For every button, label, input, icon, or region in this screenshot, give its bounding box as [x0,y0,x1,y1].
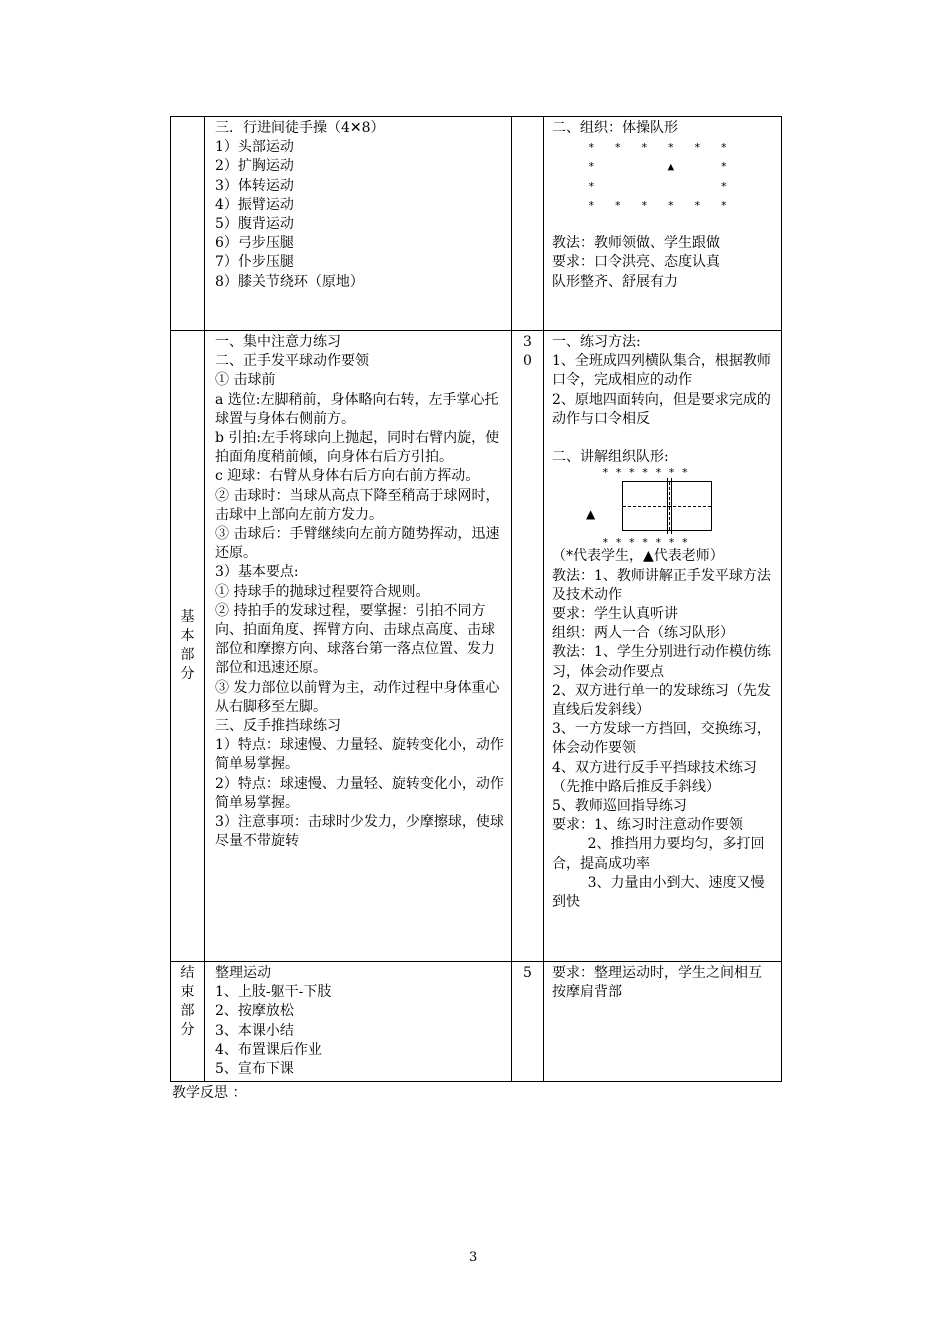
org-line: 1、全班成四列横队集合，根据教师口令，完成相应的动作 [552,353,771,389]
table-row [171,962,782,1082]
content-line: ① 持球手的抛球过程要符合规则。 [215,583,430,600]
content-line: 3）体转运动 [215,177,294,194]
court-diagram [552,466,775,550]
content-line: 3、本课小结 [215,1022,294,1039]
content-line: 2）特点：球速慢、力量轻、旋转变化小，动作简单易掌握。 [215,775,504,811]
center-line [623,506,711,507]
org-line: 3、力量由小到大、速度又慢到快 [552,874,765,911]
org-line: 二、讲解组织队形: [552,449,669,466]
formation-diagram [552,138,775,215]
org-line: 3、一方发球一方挡回，交换练习，体会动作要领 [552,721,771,757]
organization-cell [544,117,782,331]
org-line: 组织：两人一合（练习队形） [552,625,734,642]
section-label-char: 本 [180,628,195,644]
org-line: 教法：1、学生分别进行动作模仿练习，体会动作要点 [552,644,771,680]
content-line: c 迎球：右臂从身体右后方向右前方挥动。 [215,468,480,485]
table-tennis-table [622,481,712,531]
org-line: 要求：整理运动时，学生之间相互按摩肩背部 [552,965,762,1001]
teaching-reflection-label: 教学反思 ： [172,1085,247,1101]
table-row [171,331,782,962]
content-line: 6）弓步压腿 [215,235,294,252]
content-line: 三、反手推挡球练习 [215,718,341,735]
org-line: 一、练习方法: [552,334,641,350]
content-cell [205,117,512,331]
page-number: 3 [469,1250,478,1265]
content-line: 1）头部运动 [215,139,294,156]
content-line: 2）扩胸运动 [215,158,294,175]
students-row-bottom: * * * * * * * [602,536,689,550]
section-label-char: 结 [180,965,195,981]
content-line: 整理运动 [215,965,271,981]
formation-row: * * * * * * [588,198,728,212]
content-line: 3）注意事项：击球时少发力，少摩擦球，使球尽量不带旋转 [215,814,504,850]
content-line: ② 击球时：当球从高点下降至稍高于球网时，击球中上部向左前方发力。 [215,487,500,523]
time-digit: 3 [523,334,532,350]
org-line: 2、原地四面转向，但是要求完成的动作与口令相反 [552,391,771,427]
content-line: a 选位:左脚稍前，身体略向右转，左手掌心托球置与身体右侧前方。 [215,391,499,427]
section-label-char: 部 [180,1003,195,1019]
content-line: 1、上肢-躯干-下肢 [215,984,332,1001]
net-dash [669,482,670,530]
section-cell [171,331,205,962]
formation-row: * * * * * * [588,141,728,155]
students-row-top: * * * * * * * [602,466,689,480]
content-cell [205,962,512,1082]
section-label-char: 分 [180,666,195,682]
org-line: 2、双方进行单一的发球练习（先发直线后发斜线） [552,682,771,719]
teacher-triangle-icon: ▲ [586,507,596,522]
content-line: ③ 发力部位以前臂为主，动作过程中身体重心从右脚移至左脚。 [215,679,500,715]
spacer [552,215,775,234]
org-line [552,429,775,448]
content-line: 2、按摩放松 [215,1003,294,1020]
content-line: 7）仆步压腿 [215,254,294,271]
content-line: 三．行进间徒手操（4✕8） [215,120,385,136]
content-line: 一、集中注意力练习 [215,334,341,350]
content-line: 1）特点：球速慢、力量轻、旋转变化小，动作简单易掌握。 [215,737,504,773]
organization-cell [544,331,782,962]
content-line: ② 持拍手的发球过程，要掌握：引拍不同方向、拍面角度、挥臂方向、击球点高度、击球部位和摩擦方向、球落台第一落点位置、发力部位和迅速还原。 [215,602,495,677]
org-line: 4、双方进行反手平挡球技术练习（先推中路后推反手斜线） [552,759,757,795]
section-label-char: 部 [180,647,195,663]
content-line: 5、宣布下课 [215,1061,294,1078]
org-line: 要求：学生认真听讲 [552,606,678,623]
content-line: ① 击球前 [215,372,276,389]
content-cell [205,331,512,962]
org-line: 队形整齐、舒展有力 [552,273,678,290]
time-cell: 5 [512,962,544,1082]
time-cell [512,117,544,331]
lesson-plan-table [170,116,782,1082]
section-label-char: 束 [180,984,195,1000]
content-line: 5）腹背运动 [215,216,294,233]
section-cell [171,962,205,1082]
formation-row: * * [588,179,728,193]
time-digit: 0 [523,353,532,369]
org-line: 教法：1、教师讲解正手发平球方法及技术动作 [552,567,771,603]
content-line: 4、布置课后作业 [215,1041,322,1058]
content-line: 二、正手发平球动作要领 [215,353,369,370]
org-title: 二、组织：体操队形 [552,120,678,136]
org-line: 5、教师巡回指导练习 [552,798,687,815]
table-row [171,117,782,331]
content-line: ③ 击球后：手臂继续向左前方随势挥动，迅速还原。 [215,526,500,562]
formation-row: * ▲ * [588,160,728,174]
organization-cell [544,962,782,1082]
org-line: 要求：1、练习时注意动作要领 [552,817,743,834]
content-line: 4）振臂运动 [215,196,294,213]
content-line: 8）膝关节绕环（原地） [215,273,364,290]
content-line: 3）基本要点: [215,564,299,581]
section-cell [171,117,205,331]
content-line: b 引拍:左手将球向上抛起，同时右臂内旋，使拍面角度稍前倾，向身体右后方引拍。 [215,430,500,466]
section-label-char: 分 [180,1022,195,1038]
org-line: 教法：教师领做、学生跟做 [552,235,720,252]
time-cell [512,331,544,962]
org-line: 要求：口令洪亮、态度认真 [552,254,720,271]
org-line: （*代表学生，▲代表老师） [552,548,724,565]
org-line: 2、推挡用力要均匀，多打回合，提高成功率 [552,836,765,872]
section-label-char: 基 [180,609,195,625]
